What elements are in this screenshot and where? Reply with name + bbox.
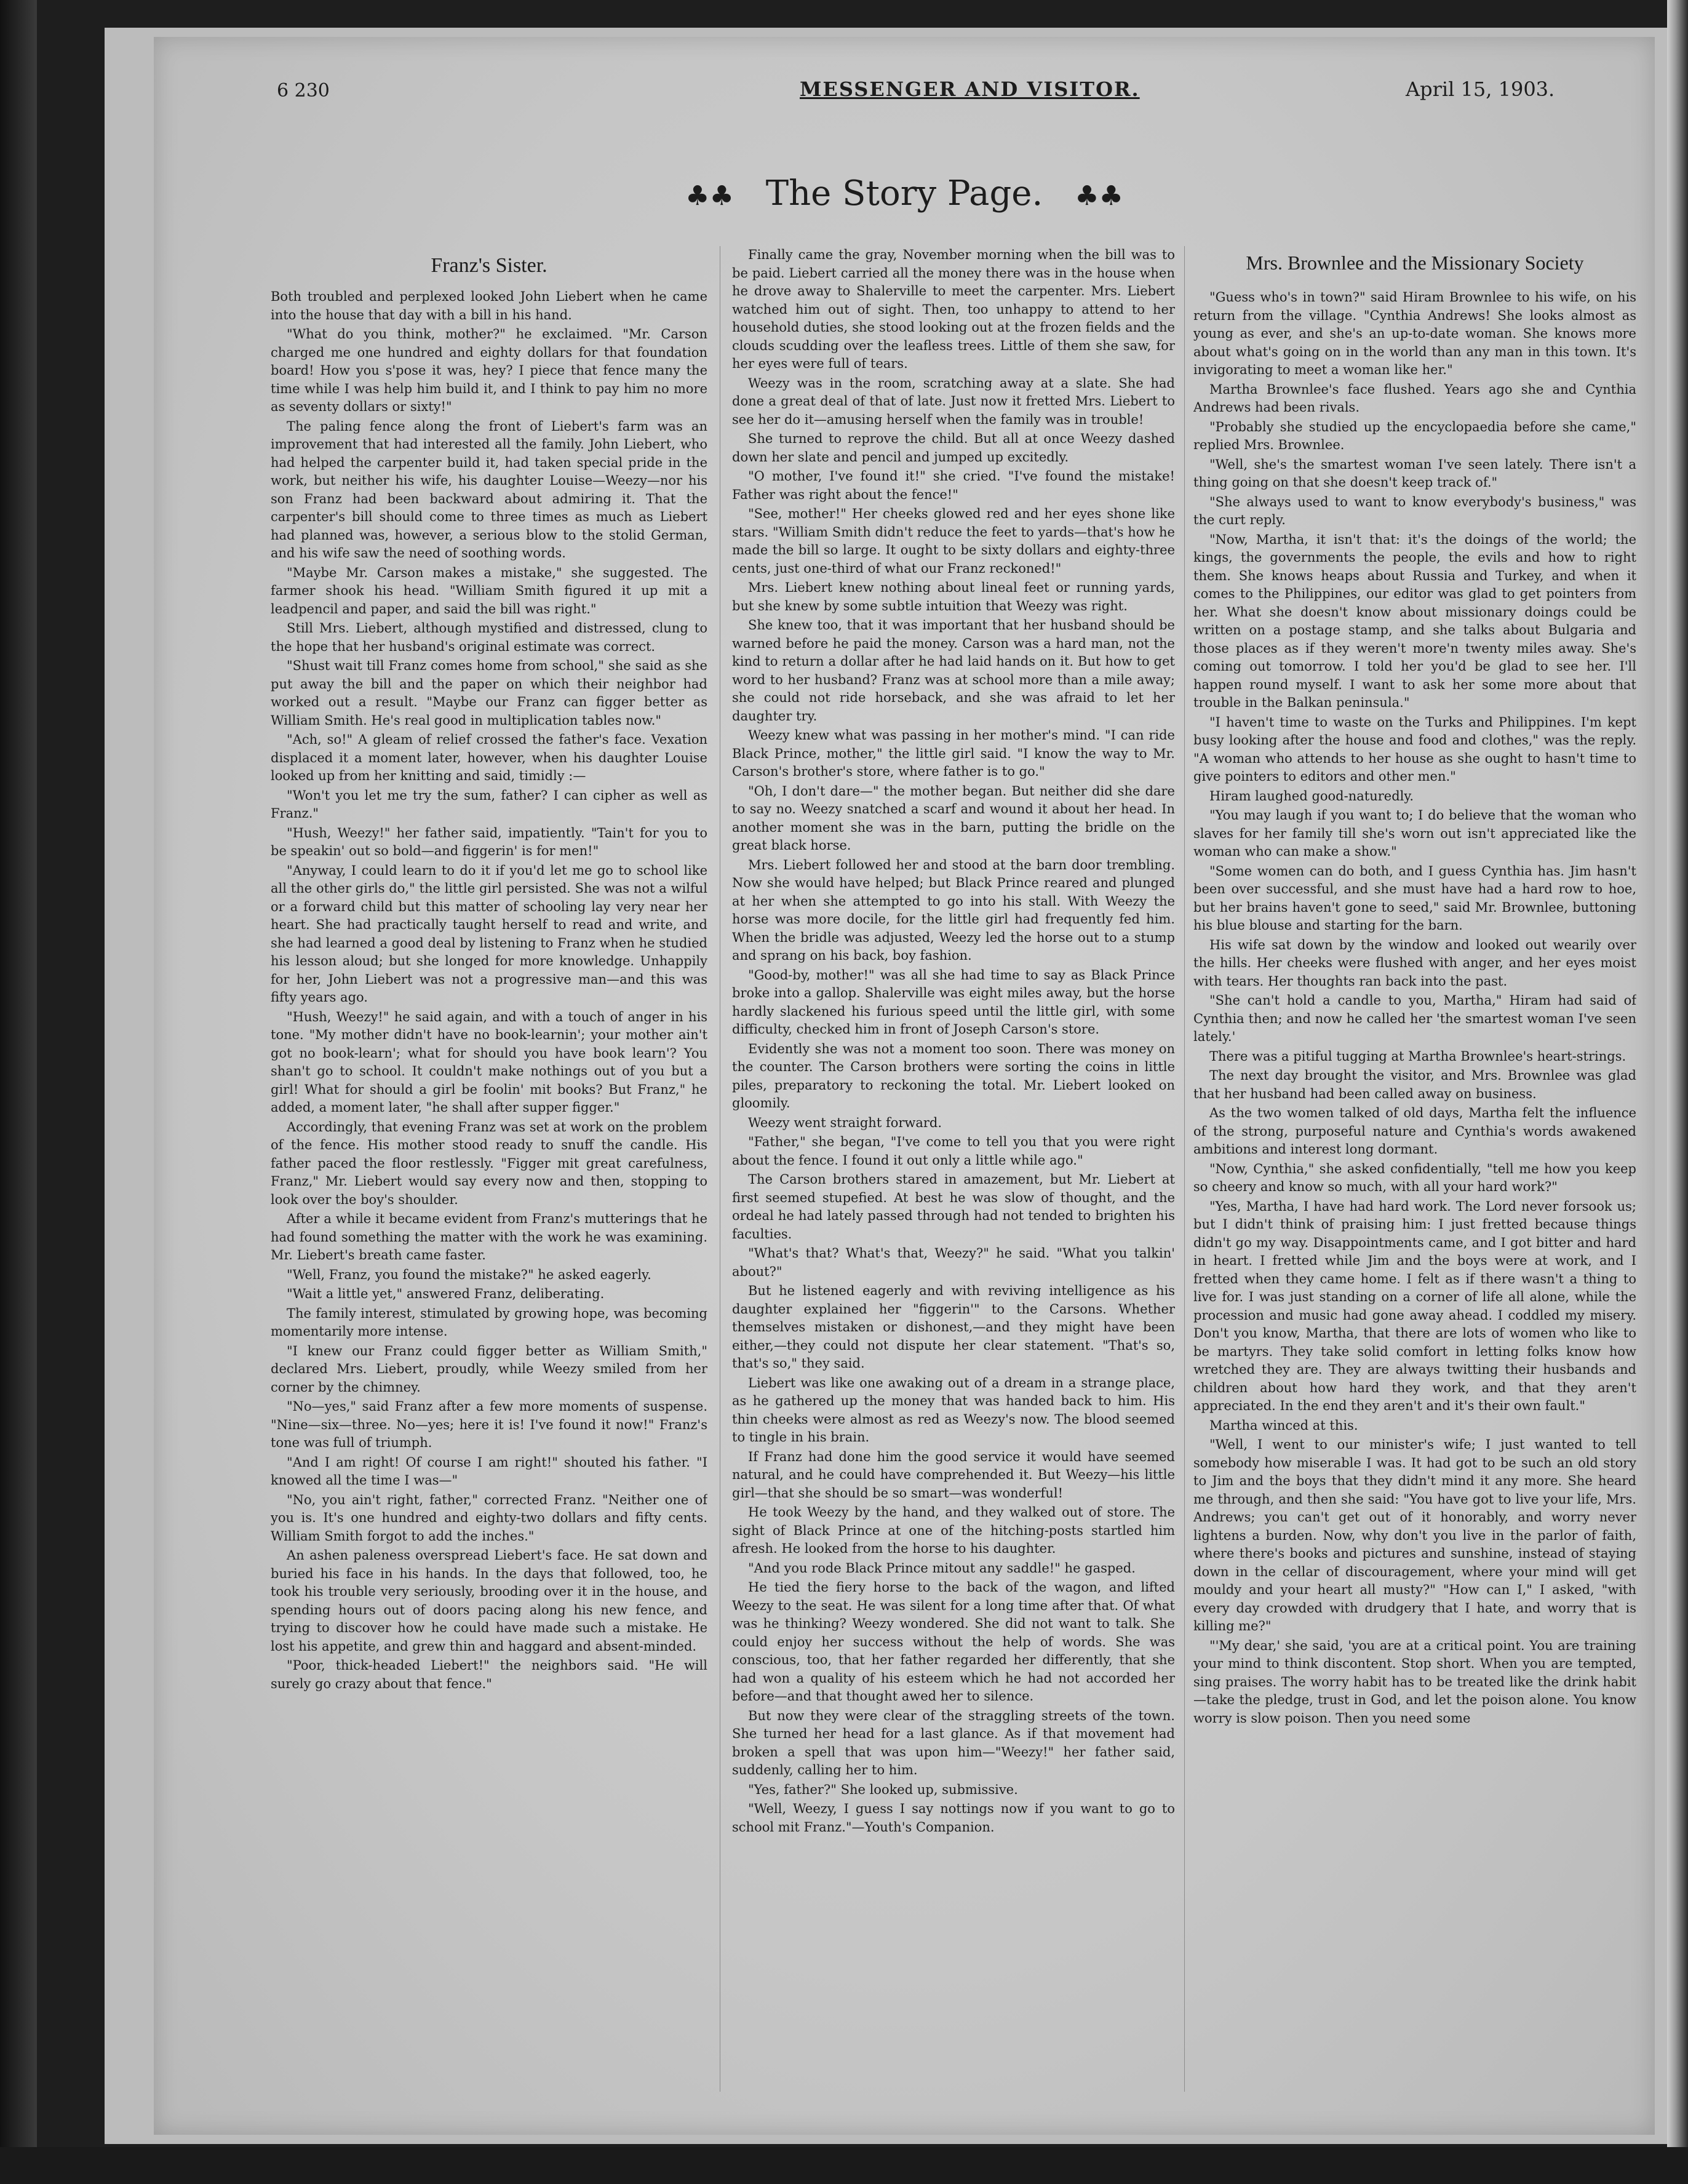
paragraph: She knew too, that it was important that her husband should be warned before he paid the money. Carson was a hard man, not the kind to return a dollar after he had laid hands on it. But how to get word to her husband? Franz was at school more than a mile away; she could not ride horseback, and she was afraid to let her daughter try. [732, 618, 1175, 723]
paragraph: "Wait a little yet," answered Franz, deliberating. [287, 1286, 605, 1301]
story-franz-column-1 [271, 246, 707, 2092]
paragraph: If Franz had done him the good service it would have seemed natural, and he could have comprehended it. But Weezy—his little girl—that she should be so smart—was wonderful! [732, 1449, 1175, 1501]
paragraph: "I haven't time to waste on the Turks and Philippines. I'm kept busy looking after the house and food and clothes," was the reply. "A woman who attends to her house as she ought to hasn't time to give pointers to editors and other men." [1193, 714, 1636, 784]
paragraph: "Now, Cynthia," she asked confidentially, "tell me how you keep so cheery and know so much, with all your hard work?" [1193, 1161, 1636, 1194]
paragraph: "Oh, I don't dare—" the mother began. But neither did she dare to say no. Weezy snatched a scarf and wound it about her head. In another moment she was in the barn, putting the bridle on the great black horse. [732, 783, 1175, 853]
paragraph: "No—yes," said Franz after a few more moments of suspense. "Nine—six—three. No—yes; here it is! I've found it now!" Franz's tone was full of triumph. [271, 1399, 707, 1450]
paragraph: Both troubled and perplexed looked John Liebert when he came into the house that day with a bill in his hand. [271, 289, 707, 322]
story-franz-column-2 [732, 246, 1175, 2092]
paragraph: His wife sat down by the window and looked out wearily over the hills. Her cheeks were flushed with anger, and her eyes moist with tears. Her thoughts ran back into the past. [1193, 937, 1636, 989]
story-body-continued [732, 246, 1175, 1836]
paragraph: Hiram laughed good-naturedly. [1209, 788, 1414, 803]
paragraph: "You may laugh if you want to; I do believe that the woman who slaves for her family till she's worn out isn't appreciated like the woman who can make a show." [1193, 808, 1636, 859]
paragraph: "'My dear,' she said, 'you are at a critical point. You are training your mind to think discontent. Stop short. When you are tempted, sing praises. The worry habit has to be treated like the drink habit—take the pledge, trust in God, and let the poison alone. You know worry is slow poison. Then you need some [1193, 1638, 1636, 1726]
paragraph: "Well, I went to our minister's wife; I just wanted to tell somebody how miserable I was. It had got to be such an old story to Jim and the boys that they didn't mind it any more. She heard me through, and then she said: "You have got to live your life, Mrs. Andrews; you can't get out of it honorably, and worry never lightens a burden. Now, why don't you live in the parlor of faith, where there's books and pictures and sunshine, instead of staying down in the cellar of discouragement, where your mind will get mouldy and your heart all musty?" "How can I," I asked, "with every day crowded with drudgery that I hate, and worry that is killing me?" [1193, 1437, 1636, 1633]
paragraph: "Poor, thick-headed Liebert!" the neighbors said. "He will surely go crazy about that fence." [271, 1658, 707, 1691]
clover-ornament-icon: ♣♣ [1075, 180, 1123, 212]
paragraph: Weezy knew what was passing in her mother's mind. "I can ride Black Prince, mother," the little girl said. "I know the way to Mr. Carson's brother's store, where father is to go." [732, 728, 1175, 779]
scanner-edge-left [0, 0, 37, 2184]
paragraph: Mrs. Liebert followed her and stood at the barn door trembling. Now she would have helped; but Black Prince reared and plunged at her when she attempted to go into his stall. With Weezy the horse was more docile, for the little girl had frequently fed him. When the bridle was adjusted, Weezy led the horse out to a stump and sprang on his back, boy fashion. [732, 857, 1175, 963]
paragraph: "Probably she studied up the encyclopaedia before she came," replied Mrs. Brownlee. [1193, 419, 1636, 452]
paragraph: "She can't hold a candle to you, Martha," Hiram had said of Cynthia then; and now he called her 'the smartest woman I've seen lately.' [1193, 993, 1636, 1044]
clover-ornament-icon: ♣♣ [685, 180, 734, 212]
paragraph: Martha Brownlee's face flushed. Years ago she and Cynthia Andrews had been rivals. [1193, 381, 1636, 415]
paragraph: "Some women can do both, and I guess Cynthia has. Jim hasn't been over successful, and she must have had a hard row to hoe, but her brains haven't gone to seed," said Mr. Brownlee, buttoning his blue blouse and starting for the barn. [1193, 863, 1636, 933]
scanner-edge-bottom [0, 2147, 1688, 2184]
paragraph: "Hush, Weezy!" her father said, impatiently. "Tain't for you to be speakin' out so bold—and figgerin' is for men!" [271, 825, 707, 858]
paragraph: "Guess who's in town?" said Hiram Brownlee to his wife, on his return from the village. "Cynthia Andrews! She looks almost as young as ever, and she's an up-to-date woman. She knows more about what's going on in the world than any man in this town. It's invigorating to meet a woman like her." [1193, 290, 1636, 377]
section-header [154, 172, 1655, 218]
paragraph: But now they were clear of the straggling streets of the town. She turned her head for a last glance. As if that movement had broken a spell that was upon him—"Weezy!" her father said, suddenly, calling her to him. [732, 1708, 1175, 1777]
paragraph: "Well, Franz, you found the mistake?" he asked eagerly. [287, 1267, 651, 1282]
paragraph: "Shust wait till Franz comes home from school," she said as she put away the bill and the paper on which their neighbor had worked out a result. "Maybe our Franz can figger better as William Smith. He's real good in multiplication tables now." [271, 658, 707, 728]
section-title: The Story Page. [765, 173, 1043, 213]
paragraph: Liebert was like one awaking out of a dream in a strange place, as he gathered up the money that was handed back to him. His thin cheeks were almost as red as Weezy's now. The blood seemed to tingle in his brain. [732, 1375, 1175, 1445]
paragraph: He tied the fiery horse to the back of the wagon, and lifted Weezy to the seat. He was silent for a long time after that. Of what was he thinking? Weezy wondered. She did not want to talk. She could enjoy her success without the help of words. She was conscious, too, that her father regarded her differently, that she had won a quality of his esteem which he had not accorded her before—and that thought awed her to silence. [732, 1580, 1175, 1704]
paragraph: "Ach, so!" A gleam of relief crossed the father's face. Vexation displaced it a moment later, however, when his daughter Louise looked up from her knitting and said, timidly :— [271, 732, 707, 783]
paragraph: "Yes, Martha, I have had hard work. The Lord never forsook us; but I didn't think of praising him: I just fretted because things didn't go my way. Disappointments came, and I got bitter and hard in heart. I fretted while Jim and the boys were at work, and I fretted when they came home. I felt as if there wasn't a thing to live for. I was just standing on a corner of life all alone, while the procession and music had gone away ahead. I coddled my misery. Don't you know, Martha, that there are lots of women who like to be martyrs. They take solid comfort in letting folks know how wretched they are. They are always twitting their husbands and children about how hard they work, and that they aren't appreciated. In the end they aren't and it's their own fault." [1193, 1198, 1636, 1413]
paragraph: "Now, Martha, it isn't that: it's the doings of the world; the kings, the governments the people, the evils and how to right them. She knows heaps about Russia and Turkey, and when it comes to the Philippines, our editor was glad to get pointers from her. What she doesn't know about missionary doings could be written on a postage stamp, and she talks about Bulgaria and those places as if they weren't more'n twenty miles away. She's coming out tomorrow. I told her you'd be glad to see her. I'll happen round myself. I want to ask her some more about that trouble in the Balkan peninsula." [1193, 532, 1636, 710]
paragraph: The next day brought the visitor, and Mrs. Brownlee was glad that her husband had been called away on business. [1193, 1068, 1636, 1101]
paragraph: "Well, she's the smartest woman I've seen lately. There isn't a thing going on that she doesn't keep track of." [1193, 456, 1636, 490]
paragraph: She turned to reprove the child. But all at once Weezy dashed down her slate and pencil and jumped up excitedly. [732, 431, 1175, 464]
paragraph: "She always used to want to know everybody's business," was the curt reply. [1193, 494, 1636, 527]
paragraph: "And you rode Black Prince mitout any saddle!" he gasped. [748, 1560, 1136, 1576]
story-title: Mrs. Brownlee and the Missionary Society [1246, 252, 1584, 274]
paragraph: "No, you ain't right, father," corrected Franz. "Neither one of you is. It's one hundred and eighty-two dollars and fifty cents. William Smith forgot to add the inches." [271, 1492, 707, 1544]
paragraph: Evidently she was not a moment too soon. There was money on the counter. The Carson brothers were sorting the coins in little piles, preparatory to reckoning the total. Mr. Liebert looked on gloomily. [732, 1041, 1175, 1110]
paragraph: Mrs. Liebert knew nothing about lineal feet or running yards, but she knew by some subtle intuition that Weezy was right. [732, 580, 1175, 613]
scanner-edge-right [1667, 0, 1688, 2184]
paragraph: "Father," she began, "I've come to tell you that you were right about the fence. I found it out only a little while ago." [732, 1134, 1175, 1168]
paragraph: "O mother, I've found it!" she cried. "I've found the mistake! Father was right about the fence!" [732, 469, 1175, 502]
paragraph: "See, mother!" Her cheeks glowed red and her eyes shone like stars. "William Smith didn't reduce the feet to yards—that's how he made the bill so large. It ought to be sixty dollars and eighty-three cents, just one-third of what our Franz reckoned!" [732, 506, 1175, 576]
paragraph: "What do you think, mother?" he exclaimed. "Mr. Carson charged me one hundred and eighty dollars for that foundation board! How you s'pose it was, hey? I piece that fence many the time while I was help him build it, and I think to pay him no more as seventy dollars or sixty!" [271, 327, 707, 414]
column-rule [1184, 246, 1185, 2092]
paragraph: Still Mrs. Liebert, although mystified and distressed, clung to the hope that her husband's original estimate was correct. [271, 621, 707, 654]
paragraph: "Good-by, mother!" was all she had time to say as Black Prince broke into a gallop. Shalerville was eight miles away, but the horse hardly slackened his furious speed until the little girl, with some difficulty, checked him in front of Joseph Carson's store. [732, 967, 1175, 1037]
paragraph: "I knew our Franz could figger better as William Smith," declared Mrs. Liebert, proudly, while Weezy smiled from her corner by the chimney. [271, 1343, 707, 1395]
story-brownlee-column [1193, 249, 1636, 2095]
paragraph: "And I am right! Of course I am right!" shouted his father. "I knowed all the time I was—" [271, 1454, 707, 1488]
paragraph: "Maybe Mr. Carson makes a mistake," she suggested. The farmer shook his head. "William Smith figured it up mit a leadpencil and paper, and said the bill was right." [271, 565, 707, 616]
page-number: 6 230 [277, 80, 330, 102]
paragraph: Weezy was in the room, scratching away at a slate. She had done a great deal of that of late. Just now it fretted Mrs. Liebert to see her do it—amusing herself when the family was in trouble! [732, 375, 1175, 427]
paper-name: MESSENGER AND VISITOR. [800, 78, 1140, 101]
paragraph: "Anyway, I could learn to do it if you'd let me go to school like all the other girls do," the little girl persisted. She was not a wilful or a forward child but this matter of schooling lay very near her heart. She had practically taught herself to read and write, and she had learned a good deal by listening to Franz when he studied his lesson aloud; but she longed for more knowledge. Unhappily for her, John Liebert was not a progressive man—and this was fifty years ago. [271, 863, 707, 1005]
paragraph: After a while it became evident from Franz's mutterings that he had found something the matter with the work he was examining. Mr. Liebert's breath came faster. [271, 1211, 707, 1262]
paragraph: Martha winced at this. [1209, 1417, 1358, 1433]
paragraph: But he listened eagerly and with reviving intelligence as his daughter explained her "figgerin'" to the Carsons. Whether themselves mistaken or dishonest,—and they might have been either,—they could not dispute her clear statement. "That's so, that's so," they said. [732, 1283, 1175, 1371]
paragraph: "Won't you let me try the sum, father? I can cipher as well as Franz." [271, 787, 707, 821]
story-title: Franz's Sister. [431, 254, 547, 277]
paragraph: The paling fence along the front of Liebert's farm was an improvement that had interested all the family. John Liebert, who had helped the carpenter build it, had taken special pride in the work, but neither his wife, his daughter Louise—Weezy—nor his son Franz had been backward about admiring it. That the carpenter's bill should come to three times as much as Liebert had planned was, however, a serious blow to the stolid German, and his wife saw the need of soothing words. [271, 418, 707, 560]
paragraph: There was a pitiful tugging at Martha Brownlee's heart-strings. [1209, 1048, 1626, 1064]
paragraph: The Carson brothers stared in amazement, but Mr. Liebert at first seemed stupefied. At best he was slow of thought, and the ordeal he had lately passed through had not tended to brighten his faculties. [732, 1172, 1175, 1241]
issue-date: April 15, 1903. [1406, 78, 1555, 101]
paragraph: He took Weezy by the hand, and they walked out of store. The sight of Black Prince at one of the hitching-posts startled him afresh. He looked from the horse to his daughter. [732, 1505, 1175, 1556]
paragraph: "Well, Weezy, I guess I say nottings now if you want to go to school mit Franz."—Youth's Companion. [732, 1801, 1175, 1835]
paragraph: "Yes, father?" She looked up, submissive. [748, 1782, 1018, 1797]
paragraph: Weezy went straight forward. [748, 1115, 942, 1130]
paragraph: "What's that? What's that, Weezy?" he said. "What you talkin' about?" [732, 1246, 1175, 1279]
newspaper-page [154, 37, 1655, 2135]
paragraph: An ashen paleness overspread Liebert's face. He sat down and buried his face in his hands. In the days that followed, too, he took his trouble very seriously, brooding over it in the house, and spending hours out of doors pacing along his new fence, and trying to discover how he could have made such a mistake. He lost his appetite, and grew thin and haggard and absent-minded. [271, 1548, 707, 1654]
paragraph: The family interest, stimulated by growing hope, was becoming momentarily more intense. [271, 1305, 707, 1339]
paragraph: As the two women talked of old days, Martha felt the influence of the strong, purposeful nature and Cynthia's words awakened ambitions and interest long dormant. [1193, 1106, 1636, 1157]
paragraph: Accordingly, that evening Franz was set at work on the problem of the fence. His mother stood ready to snuff the candle. His father paced the floor restlessly. "Figger mit great carefulness, Franz," Mr. Liebert would say every now and then, stopping to look over the boy's shoulder. [271, 1119, 707, 1207]
story-body [1193, 289, 1636, 1728]
story-body [271, 288, 707, 1693]
paragraph: Finally came the gray, November morning when the bill was to be paid. Liebert carried all the money there was in the house when he drove away to Shalerville to meet the carpenter. Mrs. Liebert watched him out of sight. Then, too unhappy to attend to her household duties, she stood looking out at the frozen fields and the clouds scudding over the leafless trees. Little of them she saw, for her eyes were full of tears. [732, 247, 1175, 371]
paragraph: "Hush, Weezy!" he said again, and with a touch of anger in his tone. "My mother didn't have no book-learnin'; your mother ain't got no book-learn'; what for should you have book learn'? You shan't go to school. It couldn't make nothings out of you but a girl! What for should a girl be foolin' mit books? But Franz," he added, a moment later, "he shall after supper figger." [271, 1009, 707, 1115]
